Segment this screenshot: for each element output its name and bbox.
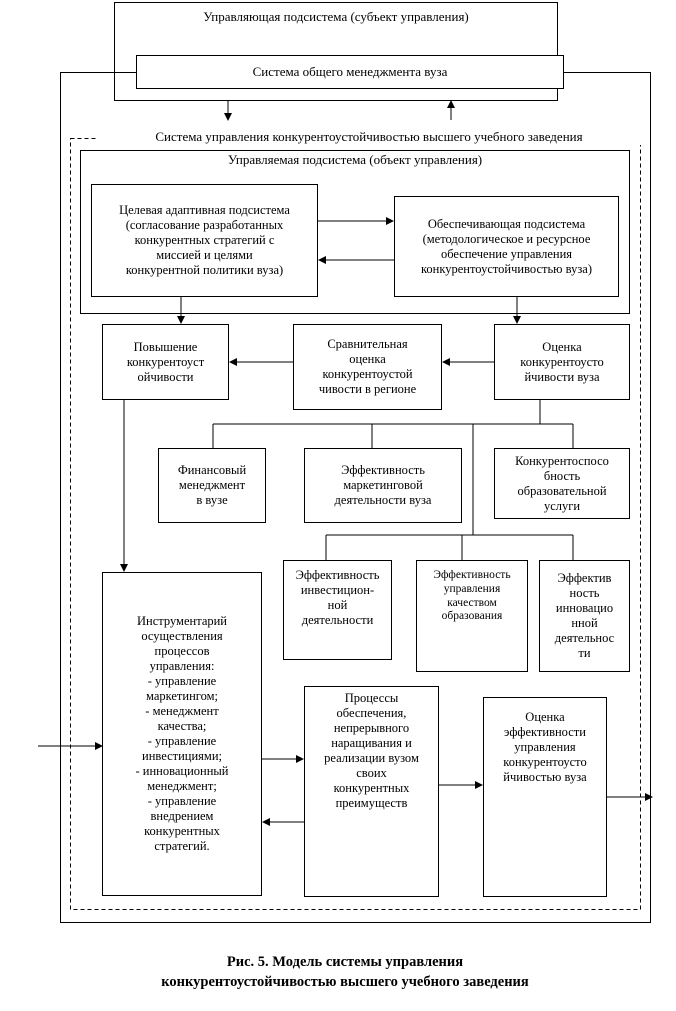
tools-box: Инструментарий осуществления процессов управления: - управление маркетингом; - менеджмент качества; - управление инвестициями; - инновационный менеджмент; - управление внедрением конкурентных стратегий. <box>102 572 262 896</box>
marketing-box: Эффективность маркетинговой деятельности вуза <box>304 448 462 523</box>
figure-caption <box>60 952 630 993</box>
competitiveness-system-label: Система управления конкурентоустойчивостью высшего учебного заведения <box>96 130 642 145</box>
caption-line-2: конкурентоустойчивостью высшего учебного заведения <box>161 974 529 991</box>
evaluation-box: Оценка конкурентоусто йчивости вуза <box>494 324 630 400</box>
innovation-box: Эффектив ность инновацио нной деятельнос ти <box>539 560 630 672</box>
target-subsystem-box: Целевая адаптивная подсистема (согласование разработанных конкурентных стратегий с миссией и целями конкурентной политики вуза) <box>91 184 318 297</box>
managed-subsystem-label: Управляемая подсистема (объект управления) <box>82 153 628 168</box>
efficiency-box: Оценка эффективности управления конкурентоусто йчивостью вуза <box>483 697 607 897</box>
increase-box: Повышение конкурентоуст ойчивости <box>102 324 229 400</box>
support-subsystem-box: Обеспечивающая подсистема (методологическое и ресурсное обеспечение управления конкурентоустойчивостью вуза) <box>394 196 619 297</box>
comparative-box: Сравнительная оценка конкурентоустой чивости в регионе <box>293 324 442 410</box>
general-management-box: Система общего менеджмента вуза <box>136 55 564 89</box>
service-box: Конкурентоспосо бность образовательной услуги <box>494 448 630 519</box>
processes-box: Процессы обеспечения, непрерывного наращивания и реализации вузом своих конкурентных преимуществ <box>304 686 439 897</box>
control-subsystem-label: Управляющая подсистема (субъект управления) <box>116 10 556 25</box>
caption-line-1: Рис. 5. Модель системы управления <box>226 954 464 970</box>
quality-box: Эффективность управления качеством образования <box>416 560 528 672</box>
financial-box: Финансовый менеджмент в вузе <box>158 448 266 523</box>
investment-box: Эффективность инвестицион- ной деятельности <box>283 560 392 660</box>
